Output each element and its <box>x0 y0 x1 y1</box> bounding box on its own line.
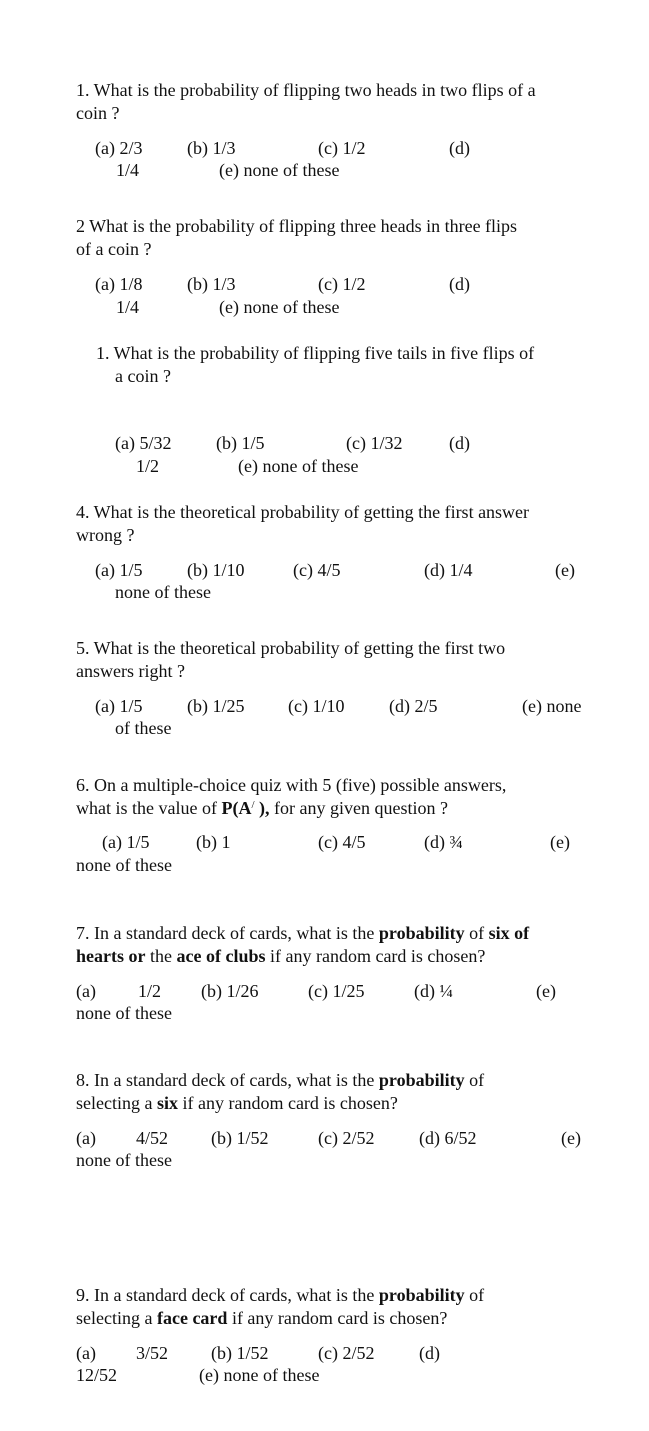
q8-option-b: (b) 1/52 <box>211 1128 269 1148</box>
q6-text-bold: P(A <box>221 798 252 818</box>
question-5-text: 5. What is the theoretical probability of getting the first two <box>76 638 506 658</box>
q2-option-e: (e) none of these <box>219 297 340 317</box>
question-8-text-cont <box>76 1092 398 1114</box>
question-7-text <box>76 922 529 944</box>
q2-option-d: (d) <box>449 274 470 294</box>
question-6-text-cont <box>76 797 448 819</box>
question-3-text-cont: a coin ? <box>115 366 171 386</box>
q9-option-e: (e) none of these <box>199 1365 320 1385</box>
q6-option-a: (a) 1/5 <box>102 832 150 852</box>
question-1-text: 1. What is the probability of flipping two heads in two flips of a <box>76 80 536 100</box>
question-3-text: 1. What is the probability of flipping five tails in five flips of <box>96 343 535 363</box>
q6-text-pre: what is the value of <box>76 798 222 818</box>
q8-text-bold: probability <box>378 1070 465 1090</box>
q4-option-d: (d) 1/4 <box>424 560 473 580</box>
q8-option-a: (a) <box>76 1128 96 1148</box>
q6-option-e: (e) <box>550 832 570 852</box>
q4-option-a: (a) 1/5 <box>95 560 143 580</box>
q7-text-bold-2: six of <box>488 923 530 943</box>
q8-text-pre: 8. In a standard deck of cards, what is the <box>76 1070 379 1090</box>
q5-option-e-value: of these <box>115 718 172 738</box>
q9-text-pre-2: selecting a <box>76 1308 157 1328</box>
q2-option-b: (b) 1/3 <box>187 274 236 294</box>
q9-text-pre: 9. In a standard deck of cards, what is the <box>76 1285 379 1305</box>
q1-option-c: (c) 1/2 <box>318 138 366 158</box>
q1-option-d-value: 1/4 <box>116 160 140 180</box>
q9-option-b: (b) 1/52 <box>211 1343 269 1363</box>
q6-option-c: (c) 4/5 <box>318 832 366 852</box>
q9-text-bold-2: face card <box>156 1308 228 1328</box>
q7-option-a-value: 1/2 <box>138 981 162 1001</box>
q4-option-b: (b) 1/10 <box>187 560 245 580</box>
question-9-text-cont <box>76 1307 447 1329</box>
q4-option-c: (c) 4/5 <box>293 560 341 580</box>
q9-text-bold: probability <box>378 1285 465 1305</box>
q7-option-e: (e) <box>536 981 556 1001</box>
q4-option-e-value: none of these <box>115 582 211 602</box>
question-1-text-cont: coin ? <box>76 103 120 123</box>
q7-option-e-value: none of these <box>76 1003 172 1023</box>
q8-text-bold-2: six <box>156 1093 178 1113</box>
question-5-text-cont: answers right ? <box>76 661 185 681</box>
q8-text-post: of <box>464 1070 485 1090</box>
q1-option-d: (d) <box>449 138 470 158</box>
question-8-text <box>76 1069 484 1091</box>
q7-text-bold-1: probability <box>378 923 465 943</box>
q7-text-post: if any random card is chosen? <box>265 946 486 966</box>
q5-option-c: (c) 1/10 <box>288 696 345 716</box>
q3-option-d-value: 1/2 <box>136 456 160 476</box>
q7-option-b: (b) 1/26 <box>201 981 259 1001</box>
q5-option-a: (a) 1/5 <box>95 696 143 716</box>
q9-option-d-value: 12/52 <box>76 1365 118 1385</box>
q9-text-post-2: if any random card is chosen? <box>227 1308 448 1328</box>
q6-text-post: for any given question ? <box>269 798 448 818</box>
q6-text-sup: / <box>251 799 255 811</box>
question-6-text: 6. On a multiple-choice quiz with 5 (five) possible answers, <box>76 775 507 795</box>
q2-option-c: (c) 1/2 <box>318 274 366 294</box>
question-4-text: 4. What is the theoretical probability of getting the first answer <box>76 502 530 522</box>
question-7-text-cont <box>76 945 485 967</box>
q7-text-pre: 7. In a standard deck of cards, what is the <box>76 923 379 943</box>
question-9-text <box>76 1284 484 1306</box>
question-2-text-cont: of a coin ? <box>76 239 152 259</box>
q3-option-c: (c) 1/32 <box>346 433 403 453</box>
q2-option-a: (a) 1/8 <box>95 274 143 294</box>
q8-text-post-2: if any random card is chosen? <box>177 1093 398 1113</box>
q3-option-d: (d) <box>449 433 470 453</box>
question-2-text: 2 What is the probability of flipping three heads in three flips <box>76 216 518 236</box>
q5-option-b: (b) 1/25 <box>187 696 245 716</box>
q7-text-mid: of <box>464 923 489 943</box>
q6-text-bold2: ), <box>254 798 270 818</box>
q8-option-e-value: none of these <box>76 1150 172 1170</box>
q1-option-b: (b) 1/3 <box>187 138 236 158</box>
q9-option-c: (c) 2/52 <box>318 1343 375 1363</box>
q1-option-e: (e) none of these <box>219 160 340 180</box>
q1-option-a: (a) 2/3 <box>95 138 143 158</box>
q8-option-c: (c) 2/52 <box>318 1128 375 1148</box>
q8-option-a-value: 4/52 <box>136 1128 169 1148</box>
q8-option-e: (e) <box>561 1128 581 1148</box>
q8-text-pre-2: selecting a <box>76 1093 157 1113</box>
q7-text-mid-2: the <box>145 946 177 966</box>
q4-option-e: (e) <box>555 560 575 580</box>
q5-option-e: (e) none <box>522 696 582 716</box>
q5-option-d: (d) 2/5 <box>389 696 438 716</box>
q2-option-d-value: 1/4 <box>116 297 140 317</box>
q7-text-bold-3: hearts or <box>76 946 146 966</box>
q8-option-d: (d) 6/52 <box>419 1128 477 1148</box>
q3-option-a: (a) 5/32 <box>115 433 172 453</box>
q7-option-d: (d) ¼ <box>414 981 453 1001</box>
q9-option-a-value: 3/52 <box>136 1343 169 1363</box>
q7-text-bold-4: ace of clubs <box>176 946 266 966</box>
q6-option-b: (b) 1 <box>196 832 231 852</box>
q7-option-c: (c) 1/25 <box>308 981 365 1001</box>
q7-option-a: (a) <box>76 981 96 1001</box>
q9-option-d: (d) <box>419 1343 440 1363</box>
q9-option-a: (a) <box>76 1343 96 1363</box>
q6-option-d: (d) ¾ <box>424 832 463 852</box>
q3-option-b: (b) 1/5 <box>216 433 265 453</box>
q9-text-post: of <box>464 1285 485 1305</box>
question-4-text-cont: wrong ? <box>76 525 135 545</box>
q3-option-e: (e) none of these <box>238 456 359 476</box>
q6-option-e-value: none of these <box>76 855 172 875</box>
